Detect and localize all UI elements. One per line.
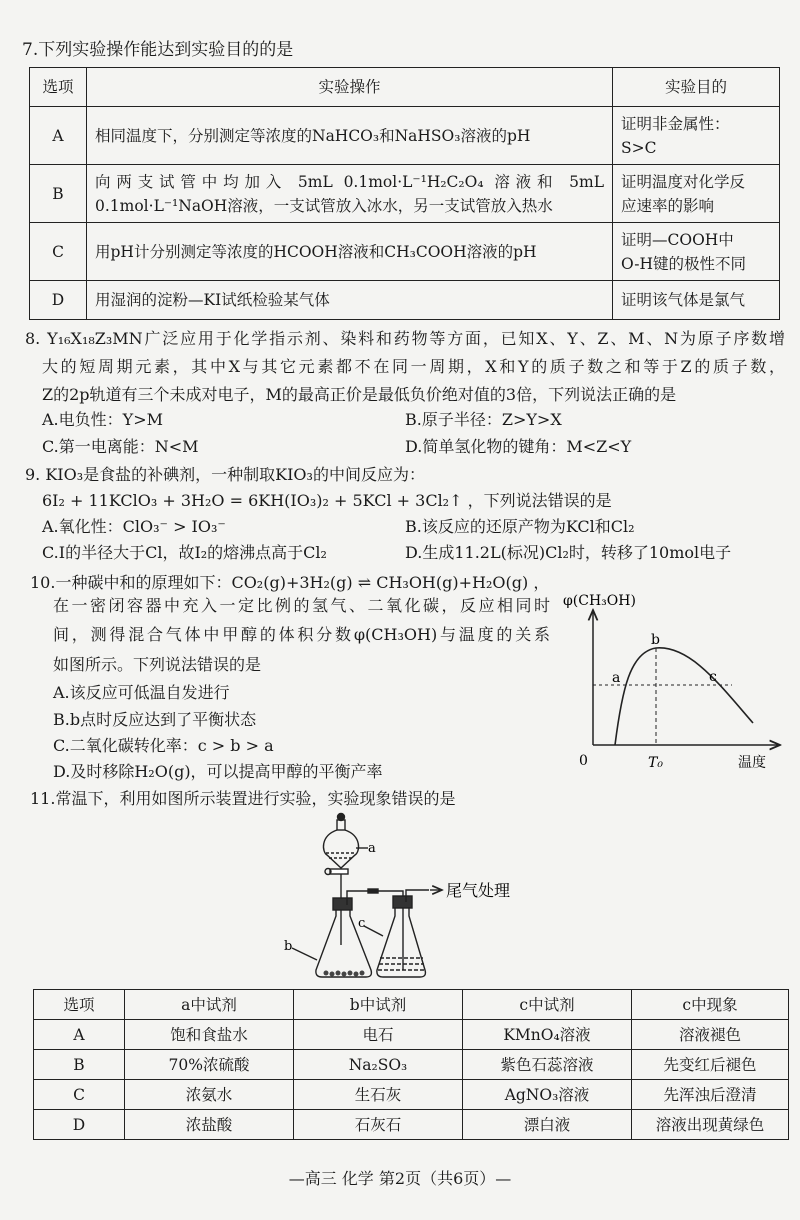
q11-header: b中试剂 [294, 990, 463, 1020]
cell: 生石灰 [294, 1080, 463, 1110]
label-c-leader [364, 926, 383, 936]
q8-option-d: D.简单氢化物的键角：M<Z<Y [405, 437, 632, 456]
flask-c [377, 908, 426, 977]
q8-option-c: C.第一电离能：N<M [42, 437, 199, 456]
curve [615, 648, 753, 745]
cell: B [34, 1050, 125, 1080]
operation-cell: 相同温度下，分别测定等浓度的NaHCO₃和NaHSO₃溶液的pH [87, 107, 613, 165]
q9-option-c: C.I的半径大于Cl，故I₂的熔沸点高于Cl₂ [42, 543, 327, 562]
cell: A [34, 1020, 125, 1050]
q11-header: a中试剂 [125, 990, 294, 1020]
t0-label: T₀ [648, 755, 663, 771]
label-b-leader [292, 948, 317, 960]
q10-option-a: A.该反应可低温自发进行 [53, 683, 230, 702]
option-label: B [30, 165, 87, 223]
purpose-cell: 证明非金属性： S>C [613, 107, 780, 165]
q9-option-b: B.该反应的还原产物为KCl和Cl₂ [405, 517, 635, 536]
q8-option-b: B.原子半径：Z>Y>X [405, 410, 562, 429]
table-row [34, 1050, 789, 1080]
cell: 紫色石蕊溶液 [463, 1050, 632, 1080]
q9-option-a: A.氧化性：ClO₃⁻ > IO₃⁻ [42, 517, 226, 536]
cell: 电石 [294, 1020, 463, 1050]
option-label: C [30, 223, 87, 281]
q8-line: Z的2p轨道有三个未成对电子，M的最高正价是最低负价绝对值的3倍，下列说法正确的是 [42, 385, 677, 404]
cell: 浓盐酸 [125, 1110, 294, 1140]
cell: AgNO₃溶液 [463, 1080, 632, 1110]
q9-line: 6I₂ + 11KClO₃ + 3H₂O = 6KH(IO₃)₂ + 5KCl + 3Cl₂↑ ，下列说法错误的是 [42, 491, 612, 510]
q8-line: 大的短周期元素，其中X与其它元素都不在同一周期，X和Y的质子数之和等于Z的质子数， [42, 357, 785, 376]
option-label: D [30, 281, 87, 320]
cell: 70%浓硫酸 [125, 1050, 294, 1080]
q10-option-b: B.b点时反应达到了平衡状态 [53, 710, 257, 729]
q9-line: 9. KIO₃是食盐的补碘剂，一种制取KIO₃的中间反应为： [25, 465, 425, 484]
origin-label: 0 [579, 753, 588, 769]
q8-option-a: A.电负性：Y>M [42, 410, 163, 429]
flask-c-stopper [393, 896, 412, 908]
table-row [34, 1110, 789, 1140]
table-row [34, 1020, 789, 1050]
q10-option-d: D.及时移除H₂O(g)，可以提高甲醇的平衡产率 [53, 762, 383, 781]
cell: 溶液褪色 [632, 1020, 789, 1050]
purpose-cell: 证明—COOH中 O-H键的极性不同 [613, 223, 780, 281]
label-b: b [284, 939, 293, 954]
table-row [34, 1080, 789, 1110]
purpose-cell: 证明该气体是氯气 [613, 281, 780, 320]
q10-line: 间，测得混合气体中甲醇的体积分数φ(CH₃OH)与温度的关系 [53, 625, 550, 644]
y-axis-label: φ(CH₃OH) [563, 593, 636, 609]
point-c-label: c [709, 669, 717, 685]
q11-header: 选项 [34, 990, 125, 1020]
cell: 漂白液 [463, 1110, 632, 1140]
apparatus-diagram [280, 810, 560, 985]
q10-line: 在一密闭容器中充入一定比例的氢气、二氧化碳，反应相同时 [53, 596, 550, 615]
cell: C [34, 1080, 125, 1110]
label-a: a [368, 841, 376, 856]
point-b-label: b [651, 632, 660, 648]
operation-cell: 用湿润的淀粉—KI试纸检验某气体 [87, 281, 613, 320]
cell: 饱和食盐水 [125, 1020, 294, 1050]
q10-option-c: C.二氧化碳转化率：c > b > a [53, 736, 274, 755]
q11-header: c中现象 [632, 990, 789, 1020]
page-footer: —高三 化学 第2页（共6页）— [288, 1169, 512, 1188]
cell: 石灰石 [294, 1110, 463, 1140]
purpose-cell: 证明温度对化学反 应速率的影响 [613, 165, 780, 223]
separatory-funnel [323, 830, 358, 868]
cell: 浓氨水 [125, 1080, 294, 1110]
q11-stem: 11.常温下，利用如图所示装置进行实验，实验现象错误的是 [30, 789, 456, 808]
q7-header-option: 选项 [30, 68, 87, 107]
q10-line: 10.一种碳中和的原理如下：CO₂(g)+3H₂(g) ⇌ CH₃OH(g)+H₂O(g) ， [30, 573, 550, 592]
q7-header-operation: 实验操作 [87, 68, 613, 107]
q8-line: 8. Y₁₆X₁₈Z₃MN广泛应用于化学指示剂、染料和药物等方面，已知X、Y、Z、M、N为原子序数增 [25, 329, 785, 348]
q7-stem: 7.下列实验操作能达到实验目的的是 [22, 40, 294, 60]
q9-option-d: D.生成11.2L(标况)Cl₂时，转移了10mol电子 [405, 543, 732, 562]
option-label: A [30, 107, 87, 165]
cell: D [34, 1110, 125, 1140]
point-a-label: a [612, 670, 621, 686]
cell: Na₂SO₃ [294, 1050, 463, 1080]
exhaust-treatment-label: 尾气处理 [446, 881, 511, 900]
flask-b-stopper [333, 898, 352, 910]
operation-cell: 向两支试管中均加入 5mL 0.1mol·L⁻¹H₂C₂O₄ 溶液和 5mL 0.1mol·L⁻¹NaOH溶液，一支试管放入冰水，另一支试管放入热水 [87, 165, 613, 223]
q10-line: 如图所示。下列说法错误的是 [53, 655, 262, 674]
cell: 先变红后褪色 [632, 1050, 789, 1080]
operation-cell: 用pH计分别测定等浓度的HCOOH溶液和CH₃COOH溶液的pH [87, 223, 613, 281]
x-axis-label: 温度 [738, 755, 766, 771]
cell: 溶液出现黄绿色 [632, 1110, 789, 1140]
q7-header-purpose: 实验目的 [613, 68, 780, 107]
cell: KMnO₄溶液 [463, 1020, 632, 1050]
cell: 先浑浊后澄清 [632, 1080, 789, 1110]
q11-table [33, 989, 789, 1140]
q11-header: c中试剂 [463, 990, 632, 1020]
label-c: c [358, 916, 366, 931]
